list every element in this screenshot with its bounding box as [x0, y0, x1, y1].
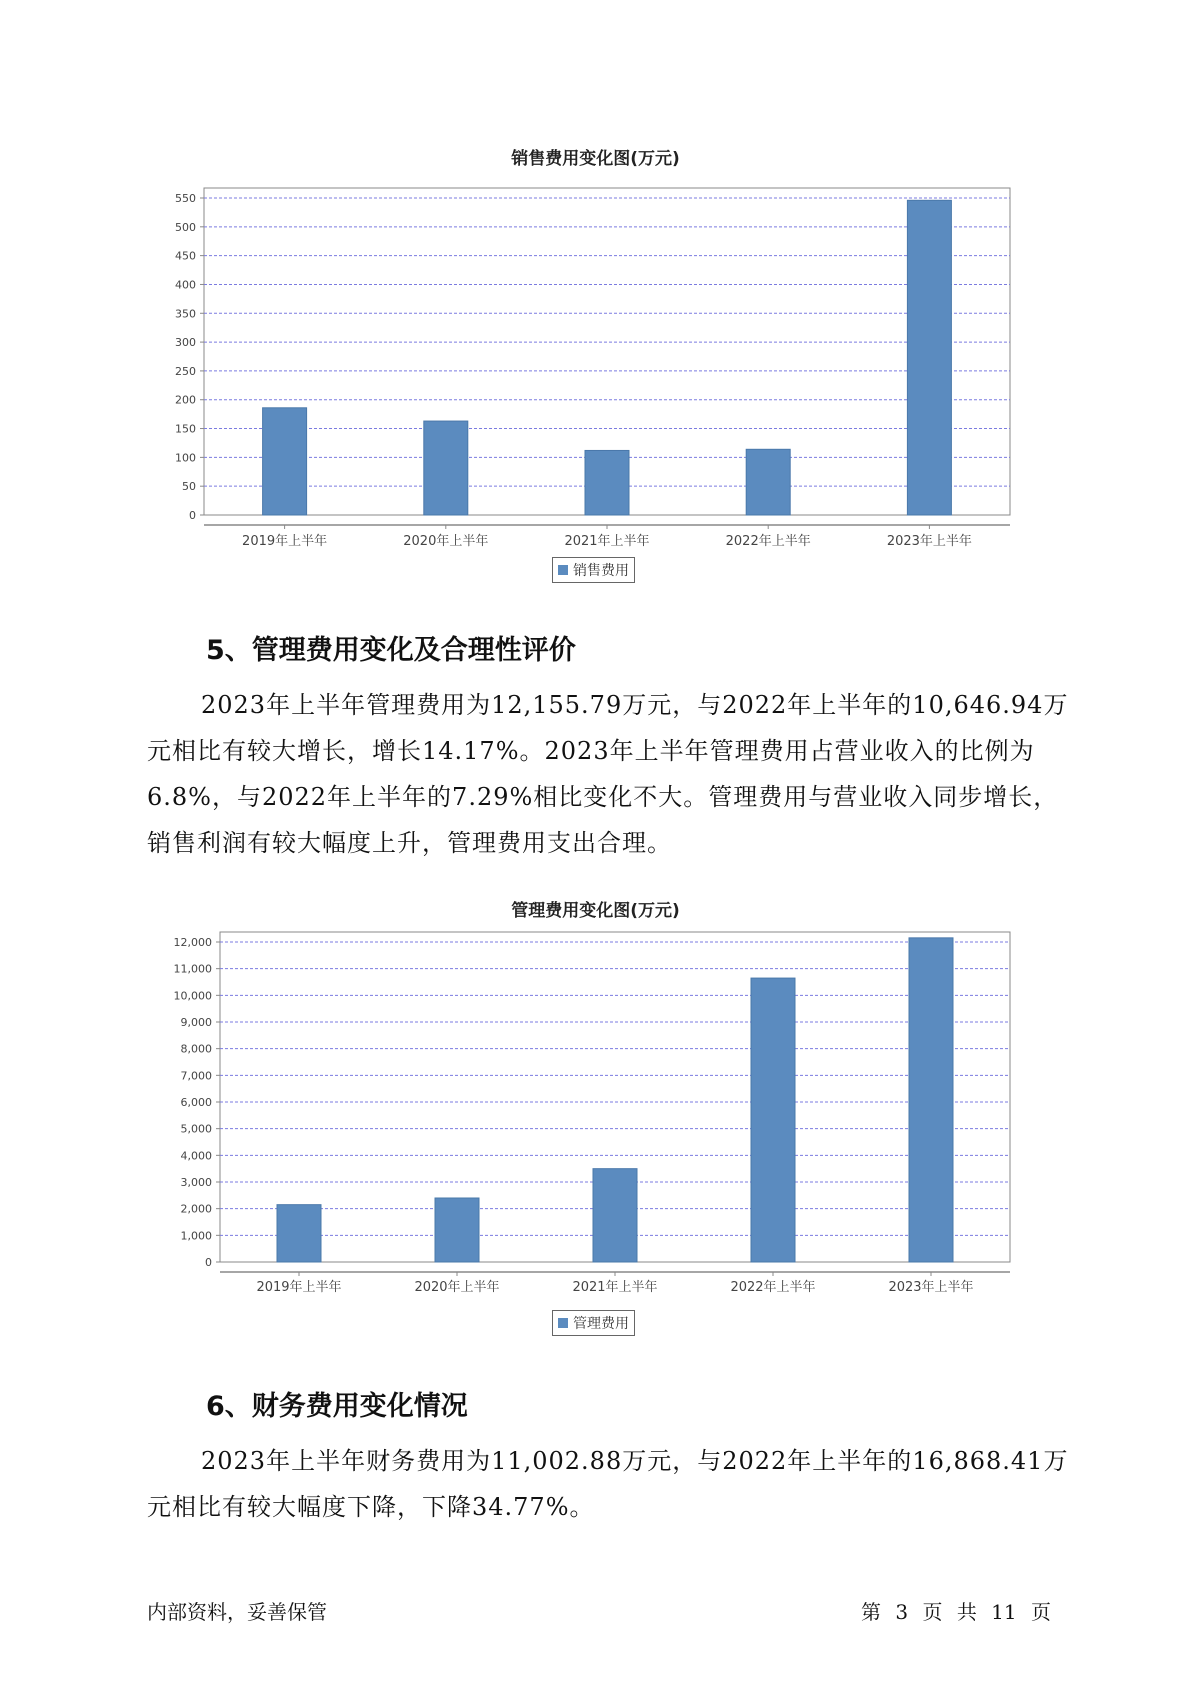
y-tick-label: 2,000 — [180, 1202, 212, 1216]
x-tick-label: 2023年上半年 — [886, 534, 972, 549]
y-tick-label: 8,000 — [180, 1042, 212, 1056]
admin-expense-paragraph: 2023年上半年管理费用为12,155.79万元，与2022年上半年的10,646.94万元相比有较大增长，增长14.17%。2023年上半年管理费用占营业收入的比例为6.8%，与2022年上半年的7.29%相比变化不大。管理费用与营业收入同步增长，销售利润有较大幅度上升，管理费用支出合理。 — [147, 691, 1069, 857]
bar — [751, 978, 795, 1262]
sales-expense-chart — [0, 170, 1191, 590]
legend-label: 管理费用 — [573, 1316, 629, 1332]
x-tick-label: 2022年上半年 — [725, 534, 811, 549]
y-tick-label: 400 — [175, 278, 196, 292]
y-tick-label: 4,000 — [180, 1149, 212, 1163]
x-tick-label: 2021年上半年 — [564, 534, 650, 549]
y-tick-label: 7,000 — [180, 1069, 212, 1083]
y-tick-label: 300 — [175, 336, 196, 350]
legend-label: 销售费用 — [573, 563, 629, 579]
y-tick-label: 350 — [175, 307, 196, 321]
y-tick-label: 5,000 — [180, 1122, 212, 1136]
sales-chart-legend — [552, 557, 635, 583]
y-tick-label: 100 — [175, 451, 196, 465]
y-tick-label: 9,000 — [180, 1016, 212, 1029]
bar — [585, 450, 629, 515]
bar — [593, 1169, 637, 1262]
section-heading-admin-expense: 5、管理费用变化及合理性评价 — [206, 635, 576, 666]
footer-page-number: 第 3 页 共 11 页 — [861, 1600, 1051, 1624]
y-tick-label: 6,000 — [180, 1096, 212, 1109]
bar — [424, 421, 468, 515]
y-tick-label: 10,000 — [173, 989, 212, 1003]
sales-chart-title: 销售费用变化图(万元) — [511, 149, 680, 169]
x-tick-label: 2020年上半年 — [403, 534, 489, 549]
y-tick-label: 11,000 — [173, 962, 212, 976]
x-tick-label: 2019年上半年 — [256, 1280, 342, 1295]
y-tick-label: 250 — [175, 364, 196, 378]
y-tick-label: 0 — [205, 1256, 212, 1269]
bar — [909, 938, 953, 1262]
bar — [435, 1198, 479, 1262]
x-tick-label: 2021年上半年 — [572, 1280, 658, 1295]
y-tick-label: 150 — [175, 422, 196, 436]
x-tick-label: 2020年上半年 — [414, 1280, 500, 1295]
footer-confidential-note: 内部资料，妥善保管 — [147, 1600, 327, 1624]
bar — [277, 1205, 321, 1262]
y-tick-label: 500 — [175, 220, 196, 234]
y-tick-label: 550 — [175, 192, 196, 205]
bar — [263, 408, 307, 515]
x-tick-label: 2019年上半年 — [242, 534, 328, 549]
x-tick-label: 2023年上半年 — [888, 1280, 974, 1295]
bar — [907, 200, 951, 515]
bar — [746, 449, 790, 515]
y-tick-label: 50 — [182, 480, 196, 494]
finance-expense-paragraph: 2023年上半年财务费用为11,002.88万元，与2022年上半年的16,868.41万元相比有较大幅度下降，下降34.77%。 — [147, 1447, 1069, 1521]
section-heading-finance-expense: 6、财务费用变化情况 — [206, 1391, 468, 1422]
admin-chart-legend — [552, 1310, 635, 1336]
admin-expense-chart — [0, 922, 1191, 1342]
y-tick-label: 0 — [189, 509, 196, 522]
y-tick-label: 450 — [175, 249, 196, 263]
legend-swatch — [558, 565, 568, 575]
legend-swatch — [558, 1318, 568, 1328]
y-tick-label: 200 — [175, 393, 196, 407]
x-tick-label: 2022年上半年 — [730, 1280, 816, 1295]
y-tick-label: 3,000 — [180, 1176, 212, 1189]
admin-chart-title: 管理费用变化图(万元) — [511, 901, 680, 921]
y-tick-label: 1,000 — [180, 1229, 212, 1243]
y-tick-label: 12,000 — [173, 936, 212, 949]
